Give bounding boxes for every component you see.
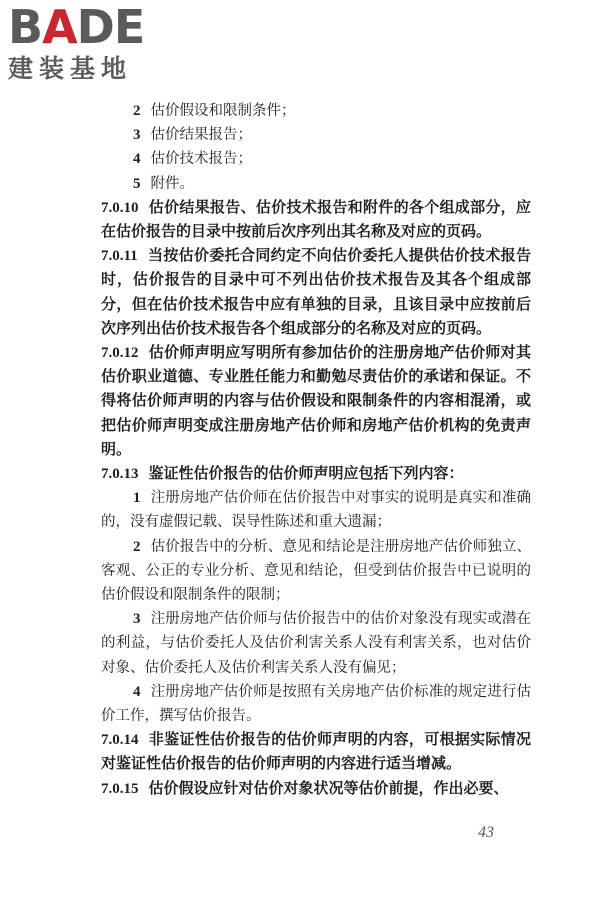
clause-paragraph bbox=[101, 196, 531, 244]
logo-chinese-name: 建装基地 bbox=[8, 54, 133, 83]
list-item bbox=[101, 535, 531, 608]
logo bbox=[8, 0, 145, 84]
paragraph-text: 估价报告中的分析、意见和结论是注册房地产估价师独立、客观、公正的专业分析、意见和结论，但受到估价报告中已说明的估价假设和限制条件的限制； bbox=[101, 538, 531, 604]
clause-paragraph bbox=[101, 462, 531, 486]
page-number: 43 bbox=[478, 824, 494, 841]
clause-number: 7.0.13 bbox=[101, 466, 139, 483]
list-item bbox=[101, 172, 531, 196]
item-number: 1 bbox=[133, 490, 141, 507]
list-item bbox=[101, 123, 531, 147]
paragraph-text: 注册房地产估价师与估价报告中的估价对象没有现实或潜在的利益，与估价委托人及估价利害关系人没有利害关系，也对估价对象、估价委托人及估价利害关系人没有偏见； bbox=[101, 611, 531, 676]
document-body bbox=[101, 99, 531, 801]
paragraph-text: 估价假设应针对估价对象状况等估价前提，作出必要、 bbox=[148, 780, 509, 797]
list-item bbox=[101, 147, 531, 171]
clause-number: 7.0.15 bbox=[101, 780, 139, 797]
item-number: 4 bbox=[133, 683, 141, 700]
paragraph-text: 鉴证性估价报告的估价师声明应包括下列内容： bbox=[148, 466, 464, 483]
clause-paragraph bbox=[101, 341, 531, 462]
item-number: 4 bbox=[133, 151, 141, 168]
paragraph-text: 附件。 bbox=[150, 175, 194, 192]
logo-wordmark: BADE bbox=[8, 0, 145, 54]
clause-paragraph bbox=[101, 777, 531, 801]
paragraph-text: 注册房地产估价师是按照有关房地产估价标准的规定进行估价工作，撰写估价报告。 bbox=[101, 683, 531, 725]
clause-number: 7.0.12 bbox=[101, 345, 139, 362]
paragraph-text: 估价假设和限制条件； bbox=[150, 103, 296, 119]
paragraph-text: 估价结果报告； bbox=[150, 127, 252, 144]
item-number: 5 bbox=[133, 175, 141, 192]
paragraph-text: 估价师声明应写明所有参加估价的注册房地产估价师对其估价职业道德、专业胜任能力和勤勉尽责估价的承诺和保证。不得将估价师声明的内容与估价假设和限制条件的内容相混淆，或把估价师声明变成注册房地产估价师和房地产估价机构的免责声明。 bbox=[101, 345, 531, 458]
list-item bbox=[101, 486, 531, 534]
clause-number: 7.0.10 bbox=[101, 199, 139, 216]
list-item bbox=[101, 607, 531, 680]
paragraph-text: 估价结果报告、估价技术报告和附件的各个组成部分，应在估价报告的目录中按前后次序列出其名称及对应的页码。 bbox=[101, 199, 531, 241]
list-item bbox=[101, 99, 531, 123]
clause-paragraph bbox=[101, 728, 531, 776]
paragraph-text: 估价技术报告； bbox=[150, 151, 252, 168]
clause-paragraph bbox=[101, 244, 531, 341]
list-item bbox=[101, 680, 531, 728]
paragraph-text: 注册房地产估价师在估价报告中对事实的说明是真实和准确的，没有虚假记载、误导性陈述和重大遗漏； bbox=[101, 490, 531, 531]
item-number: 2 bbox=[133, 103, 141, 119]
item-number: 2 bbox=[133, 538, 141, 555]
item-number: 3 bbox=[133, 127, 141, 144]
paragraph-text: 非鉴证性估价报告的估价师声明的内容，可根据实际情况对鉴证性估价报告的估价师声明的内容进行适当增减。 bbox=[101, 732, 531, 773]
paragraph-text: 当按估价委托合同约定不向估价委托人提供估价技术报告时，估价报告的目录中可不列出估价技术报告及其各个组成部分，但在估价技术报告中应有单独的目录，且该目录中应按前后次序列出估价技术报告各个组成部分的名称及对应的页码。 bbox=[101, 248, 531, 337]
clause-number: 7.0.11 bbox=[101, 248, 138, 265]
item-number: 3 bbox=[133, 611, 141, 628]
clause-number: 7.0.14 bbox=[101, 732, 139, 749]
